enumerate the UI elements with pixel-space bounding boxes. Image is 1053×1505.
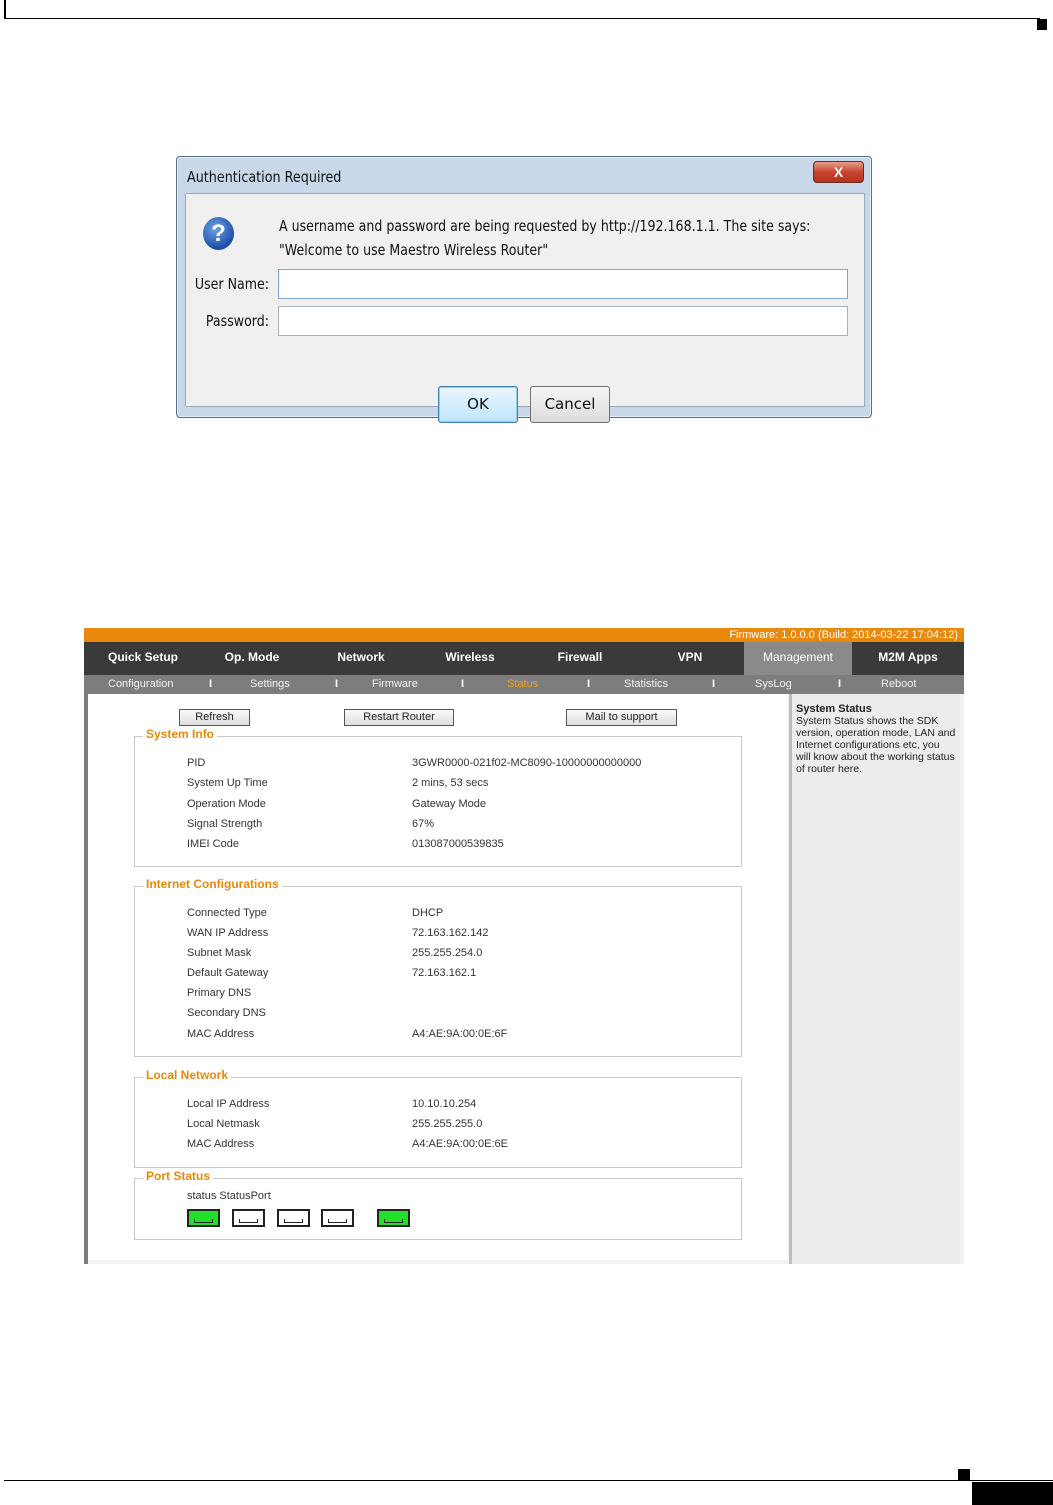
- field-value: A4:AE:9A:00:0E:6F: [412, 1028, 508, 1040]
- nav-network[interactable]: Network: [337, 650, 385, 664]
- port-icon: [321, 1209, 354, 1227]
- port-status-section: [134, 1169, 742, 1240]
- section-title: Local Network: [143, 1068, 231, 1082]
- page-number-block: [972, 1482, 1053, 1505]
- field-value: Gateway Mode: [412, 798, 486, 810]
- nav-vpn[interactable]: VPN: [677, 650, 703, 664]
- subnav-reboot[interactable]: Reboot: [881, 678, 917, 690]
- firmware-bar: Firmware: 1.0.0.0 (Build: 2014-03-22 17:04:12): [84, 628, 964, 642]
- subnav-separator: I: [838, 678, 842, 690]
- field-value: 72.163.162.142: [412, 927, 489, 939]
- nav-management[interactable]: Management: [744, 642, 852, 675]
- section-title: Internet Configurations: [143, 877, 282, 891]
- field-label: WAN IP Address: [187, 927, 269, 939]
- field-label: Default Gateway: [187, 967, 269, 979]
- sub-nav: [84, 675, 964, 694]
- main-nav: [84, 642, 964, 675]
- auth-dialog: [176, 156, 872, 418]
- field-label: MAC Address: [187, 1028, 255, 1040]
- field-label: Local IP Address: [187, 1098, 270, 1110]
- field-label: Operation Mode: [187, 798, 266, 810]
- dialog-message: A username and password are being requested by http://192.168.1.1. The site says: "Welcome to use Maestro Wireless Router": [279, 217, 811, 259]
- field-value: 255.255.254.0: [412, 947, 483, 959]
- field-value: 013087000539835: [412, 838, 504, 850]
- nav-quick-setup[interactable]: Quick Setup: [107, 650, 178, 664]
- field-value: DHCP: [412, 907, 444, 919]
- sidebar-title: System Status: [796, 703, 872, 715]
- field-value: 67%: [412, 818, 435, 830]
- subnav-syslog[interactable]: SysLog: [755, 678, 792, 690]
- subnav-separator: I: [335, 678, 339, 690]
- subnav-status[interactable]: Status: [507, 678, 539, 690]
- field-label: PID: [187, 757, 206, 769]
- refresh-button[interactable]: Refresh: [179, 709, 250, 726]
- password-field[interactable]: [278, 306, 848, 336]
- subnav-firmware[interactable]: Firmware: [372, 678, 418, 690]
- field-label: Connected Type: [187, 907, 267, 919]
- username-field[interactable]: [278, 269, 848, 299]
- top-rule: [4, 18, 1040, 19]
- bottom-corner-mark: [958, 1469, 970, 1480]
- top-corner-mark: [1037, 19, 1047, 30]
- dialog-body: [185, 193, 865, 413]
- nav-firewall[interactable]: Firewall: [557, 650, 603, 664]
- status-content: [88, 694, 788, 1260]
- local-network-section: [134, 1068, 742, 1168]
- port-icon: [187, 1209, 220, 1227]
- port-icon: [377, 1209, 410, 1227]
- field-label: System Up Time: [187, 777, 268, 789]
- field-label: Signal Strength: [187, 818, 263, 830]
- subnav-separator: I: [461, 678, 465, 690]
- dialog-title: Authentication Required: [187, 168, 342, 186]
- field-label: Local Netmask: [187, 1118, 260, 1130]
- close-button[interactable]: X: [813, 161, 864, 183]
- field-label: Subnet Mask: [187, 947, 252, 959]
- nav-op-mode[interactable]: Op. Mode: [224, 650, 280, 664]
- restart-router-button[interactable]: Restart Router: [344, 709, 454, 726]
- mail-to-support-button[interactable]: Mail to support: [566, 709, 677, 726]
- nav-m2m-apps[interactable]: M2M Apps: [878, 650, 938, 664]
- section-title: Port Status: [143, 1169, 213, 1183]
- field-value: 2 mins, 53 secs: [412, 777, 489, 789]
- subnav-statistics[interactable]: Statistics: [624, 678, 669, 690]
- help-sidebar: [792, 694, 960, 1264]
- subnav-separator: I: [587, 678, 591, 690]
- field-label: MAC Address: [187, 1138, 255, 1150]
- field-value: 10.10.10.254: [412, 1098, 477, 1110]
- ok-button[interactable]: OK: [438, 386, 518, 423]
- field-label: Secondary DNS: [187, 1007, 266, 1019]
- subnav-configuration[interactable]: Configuration: [108, 678, 174, 690]
- port-icon: [277, 1209, 310, 1227]
- username-label: User Name:: [194, 275, 269, 293]
- internet-config-section: [134, 877, 742, 1057]
- field-value: 72.163.162.1: [412, 967, 477, 979]
- password-label: Password:: [205, 312, 269, 330]
- bottom-rule: [4, 1480, 1053, 1481]
- sidebar-text: System Status shows the SDK version, operation mode, LAN and Internet configurations etc, you will know about the working status of router here.: [796, 715, 956, 775]
- field-label: IMEI Code: [187, 838, 239, 850]
- port-caption: status StatusPort: [187, 1190, 271, 1202]
- field-value: 3GWR0000-021f02-MC8090-10000000000000: [412, 757, 642, 769]
- section-title: System Info: [143, 727, 217, 741]
- field-value: A4:AE:9A:00:0E:6E: [412, 1138, 509, 1150]
- top-margin-mark: [4, 0, 6, 19]
- system-info-section: [134, 727, 742, 867]
- subnav-separator: I: [209, 678, 213, 690]
- cancel-button[interactable]: Cancel: [530, 386, 610, 423]
- subnav-settings[interactable]: Settings: [250, 678, 290, 690]
- field-value: 255.255.255.0: [412, 1118, 483, 1130]
- field-label: Primary DNS: [187, 987, 252, 999]
- nav-wireless[interactable]: Wireless: [445, 650, 495, 664]
- router-status-screen: [84, 628, 964, 1264]
- subnav-separator: I: [712, 678, 716, 690]
- port-icon: [232, 1209, 265, 1227]
- question-icon: ?: [203, 217, 234, 250]
